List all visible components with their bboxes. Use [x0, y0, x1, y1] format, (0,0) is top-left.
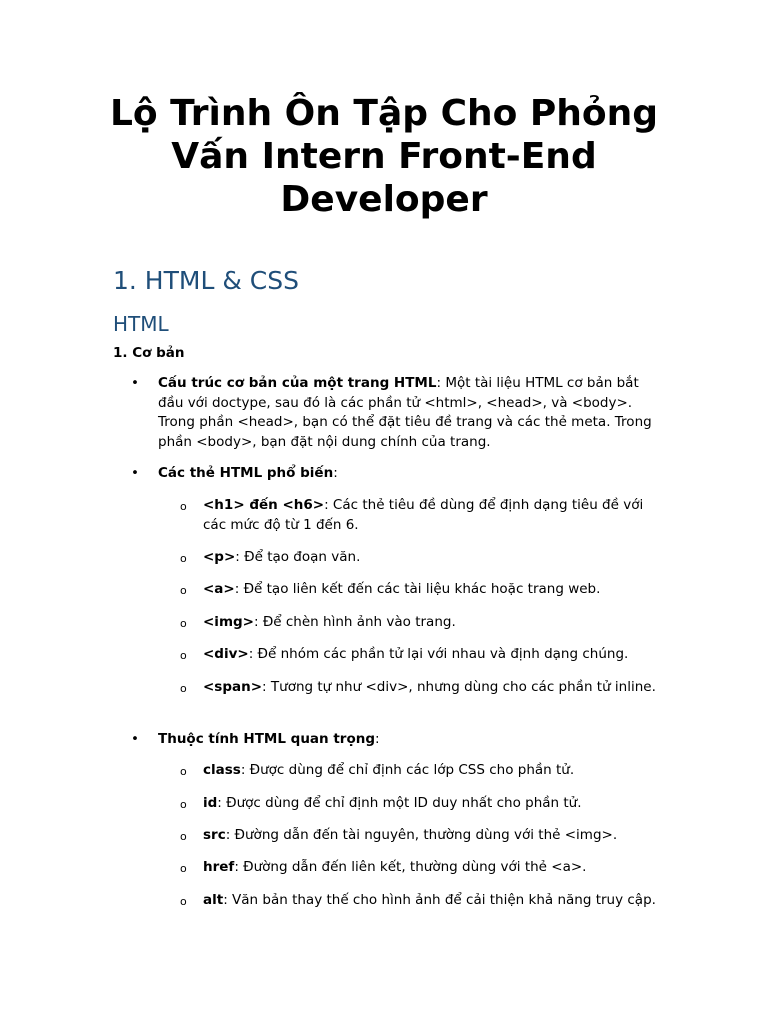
- document-title: Lộ Trình Ôn Tập Cho Phỏng Vấn Intern Front-End Developer: [109, 93, 659, 220]
- circle-bullet-icon: o: [180, 649, 187, 662]
- sublist-item-term: class: [203, 762, 241, 778]
- sublist-item-text: [203, 496, 663, 535]
- circle-bullet-icon: o: [180, 830, 187, 843]
- sublist-item-term: <h1> đến <h6>: [203, 497, 325, 513]
- circle-bullet-icon: o: [180, 584, 187, 597]
- sublist-item-text: [203, 858, 663, 878]
- sublist-item-text: [203, 645, 663, 665]
- list-item-desc: :: [375, 731, 380, 747]
- sublist-item-text: [203, 613, 663, 633]
- sublist-item-text: [203, 761, 663, 781]
- bullet-icon: •: [131, 465, 139, 481]
- sublist-item-text: [203, 794, 663, 814]
- list-item-text: [158, 730, 658, 750]
- sublist-item-term: <span>: [203, 679, 263, 695]
- bullet-icon: •: [131, 731, 139, 747]
- list-item-term: Cấu trúc cơ bản của một trang HTML: [158, 375, 437, 391]
- sublist-item-text: [203, 678, 663, 698]
- sublist-item-desc: : Đường dẫn đến liên kết, thường dùng với thẻ <a>.: [234, 859, 587, 875]
- sublist-item-term: <a>: [203, 581, 235, 597]
- circle-bullet-icon: o: [180, 765, 187, 778]
- sublist-item-desc: : Được dùng để chỉ định một ID duy nhất cho phần tử.: [217, 795, 582, 811]
- sublist-item-text: [203, 580, 663, 600]
- sublist-item-desc: : Để nhóm các phần tử lại với nhau và định dạng chúng.: [248, 646, 629, 662]
- sublist-item-desc: : Đường dẫn đến tài nguyên, thường dùng với thẻ <img>.: [225, 827, 618, 843]
- circle-bullet-icon: o: [180, 862, 187, 875]
- sublist-item-text: [203, 826, 663, 846]
- list-item-desc: :: [333, 465, 338, 481]
- list-item-text: [158, 374, 658, 452]
- list-item-desc: : Một tài liệu HTML cơ bản bắt đầu với doctype, sau đó là các phần tử <html>, <head>, và <body>. Trong phần <head>, bạn có thể đặt tiêu đề trang và các thẻ meta. Trong phần <body>, bạn đặt nội dung chính của trang.: [158, 375, 652, 450]
- sublist-item-text: [203, 548, 663, 568]
- sublist-item-term: src: [203, 827, 226, 843]
- sublist-item-desc: : Tương tự như <div>, nhưng dùng cho các phần tử inline.: [262, 679, 656, 695]
- sublist-item-term: <p>: [203, 549, 236, 565]
- sublist-item-desc: : Để tạo liên kết đến các tài liệu khác hoặc trang web.: [234, 581, 601, 597]
- sublist-item-text: [203, 891, 663, 911]
- sublist-item-desc: : Để tạo đoạn văn.: [235, 549, 361, 565]
- circle-bullet-icon: o: [180, 617, 187, 630]
- circle-bullet-icon: o: [180, 500, 187, 513]
- subsubsection-heading-basics: 1. Cơ bản: [113, 345, 185, 361]
- sublist-item-term: <div>: [203, 646, 249, 662]
- sublist-item-term: id: [203, 795, 218, 811]
- sublist-item-desc: : Để chèn hình ảnh vào trang.: [253, 614, 456, 630]
- circle-bullet-icon: o: [180, 895, 187, 908]
- sublist-item-term: href: [203, 859, 235, 875]
- list-item-term: Các thẻ HTML phổ biến: [158, 465, 334, 481]
- sublist-item-desc: : Văn bản thay thế cho hình ảnh để cải thiện khả năng truy cập.: [223, 892, 656, 908]
- list-item-text: [158, 464, 658, 484]
- section-heading-html-css: 1. HTML & CSS: [113, 266, 299, 295]
- list-item-term: Thuộc tính HTML quan trọng: [158, 731, 376, 747]
- circle-bullet-icon: o: [180, 552, 187, 565]
- sublist-item-term: <img>: [203, 614, 254, 630]
- subsection-heading-html: HTML: [113, 312, 169, 336]
- bullet-icon: •: [131, 375, 139, 391]
- sublist-item-desc: : Được dùng để chỉ định các lớp CSS cho phần tử.: [240, 762, 575, 778]
- circle-bullet-icon: o: [180, 682, 187, 695]
- sublist-item-desc: : Các thẻ tiêu đề dùng để định dạng tiêu đề với các mức độ từ 1 đến 6.: [203, 497, 644, 533]
- circle-bullet-icon: o: [180, 798, 187, 811]
- sublist-item-term: alt: [203, 892, 224, 908]
